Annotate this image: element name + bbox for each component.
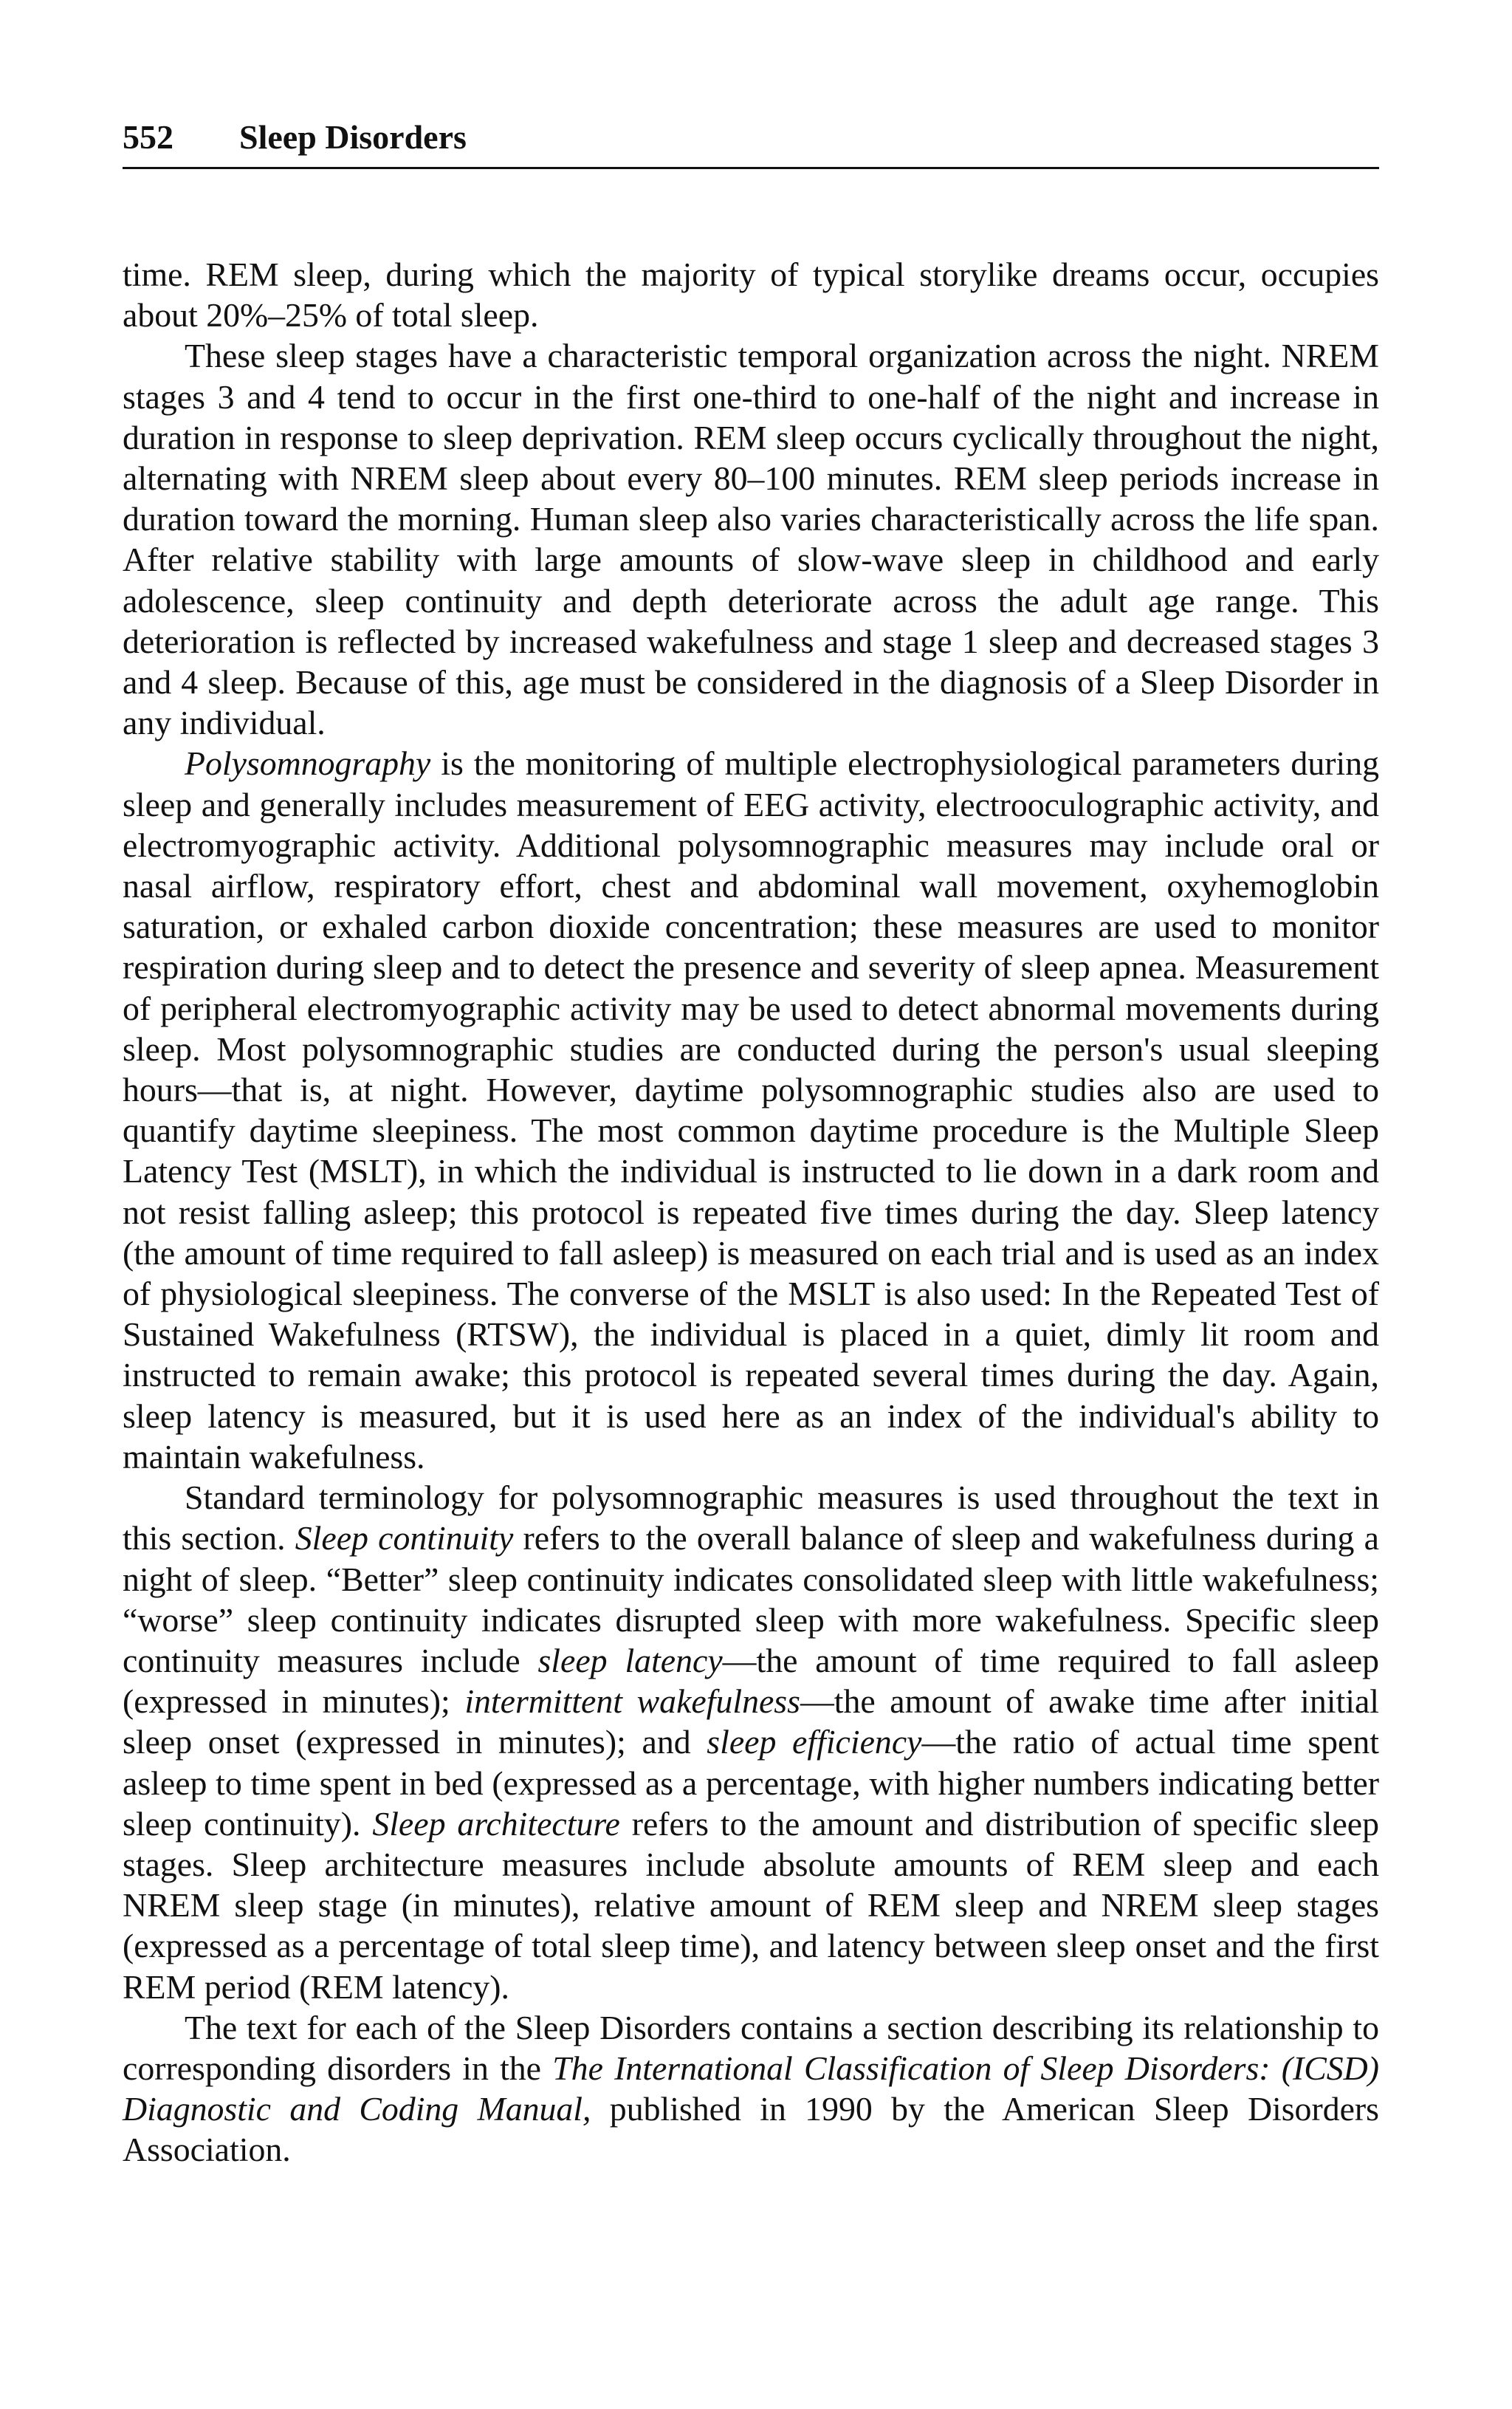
paragraph-1: time. REM sleep, during which the majority of typical storylike dreams occur, occupies about 20%–25% of total sleep. (123, 256, 1379, 335)
paragraph-4-text-c: —the amount of time required to fall asleep (expressed in minutes); (123, 1641, 1379, 1721)
term-sleep-latency: sleep latency (537, 1641, 723, 1679)
paragraph-4-text-f: refers to the amount and distribution of specific sleep stages. Sleep architecture measures include absolute amounts of REM sleep and each NREM sleep stage (in minutes), relative amount of REM sleep and NREM sleep stages (expressed as a percentage of total sleep time), and latency between sleep onset and the first REM period (REM latency). (123, 1804, 1379, 2006)
running-head: Sleep Disorders (239, 118, 467, 156)
page-header (123, 111, 1379, 170)
paragraph-3 (123, 743, 1379, 1477)
paragraph-4-text-a: Standard terminology for polysomnographic measures is used throughout the text in this section. (123, 1478, 1379, 1558)
paragraph-5-text-b: published in 1990 by the American Sleep Disorders Association. (123, 2090, 1380, 2169)
term-sleep-efficiency: sleep efficiency (707, 1723, 922, 1761)
term-sleep-architecture: Sleep architecture (372, 1804, 620, 1843)
paragraph-4 (123, 1477, 1379, 2007)
term-intermittent-wakefulness: intermittent wakefulness (464, 1682, 800, 1721)
term-sleep-continuity: Sleep continuity (295, 1519, 514, 1558)
body-text (123, 254, 1379, 2170)
paragraph-4-text-d: —the amount of awake time after initial sleep onset (expressed in minutes); and (123, 1682, 1379, 1761)
paragraph-5-text-a: The text for each of the Sleep Disorders contains a section describing its relationship to corresponding disorders in the (123, 2008, 1379, 2087)
paragraph-4-text-e: —the ratio of actual time spent asleep to time spent in bed (expressed as a percentage, with higher numbers indicating better sleep continuity). (123, 1723, 1379, 1843)
term-polysomnography: Polysomnography (185, 744, 431, 783)
paragraph-4-text-b: refers to the overall balance of sleep and wakefulness during a night of sleep. “Better” sleep continuity indicates consolidated sleep with little wakefulness; “worse” sleep continuity indicates disrupted sleep with more wakefulness. Specific sleep continuity measures include (123, 1519, 1379, 1679)
header-rule (123, 167, 1379, 169)
paragraph-5 (123, 2007, 1379, 2170)
paragraph-2: These sleep stages have a characteristic temporal organization across the night. NREM stages 3 and 4 tend to occur in the first one-third to one-half of the night and increase in duration in response to sleep deprivation. REM sleep occurs cyclically throughout the night, alternating with NREM sleep about every 80–100 minutes. REM sleep periods increase in duration toward the morning. Human sleep also varies characteristically across the life span. After relative stability with large amounts of slow-wave sleep in childhood and early adolescence, sleep continuity and depth deteriorate across the adult age range. This deterioration is reflected by increased wakefulness and stage 1 sleep and decreased stages 3 and 4 sleep. Because of this, age must be considered in the diagnosis of a Sleep Disorder in any individual. (123, 337, 1379, 742)
book-title: The International Classification of Sleep Disorders: (ICSD) Diagnostic and Coding Manual, (123, 2049, 1379, 2128)
paragraph-3-text: is the monitoring of multiple electrophysiological parameters during sleep and generally includes measurement of EEG activity, electrooculographic activity, and electromyographic activity. Additional polysomnographic measures may include oral or nasal airflow, respiratory effort, chest and abdominal wall movement, oxyhemoglobin saturation, or exhaled carbon dioxide concentration; these measures are used to monitor respiration during sleep and to detect the presence and severity of sleep apnea. Measurement of peripheral electromyographic activity may be used to detect abnormal movements during sleep. Most polysomnographic studies are conducted during the person's usual sleeping hours—that is, at night. However, daytime polysomnographic studies also are used to quantify daytime sleepiness. The most common daytime procedure is the Multiple Sleep Latency Test (MSLT), in which the individual is instructed to lie down in a dark room and not resist falling asleep; this protocol is repeated five times during the day. Sleep latency (the amount of time required to fall asleep) is measured on each trial and is used as an index of physiological sleepiness. The converse of the MSLT is also used: In the Repeated Test of Sustained Wakefulness (RTSW), the individual is placed in a quiet, dimly lit room and instructed to remain awake; this protocol is repeated several times during the day. Again, sleep latency is measured, but it is used here as an index of the individual's ability to maintain wakefulness. (123, 744, 1379, 1476)
page-number: 552 (123, 118, 173, 156)
